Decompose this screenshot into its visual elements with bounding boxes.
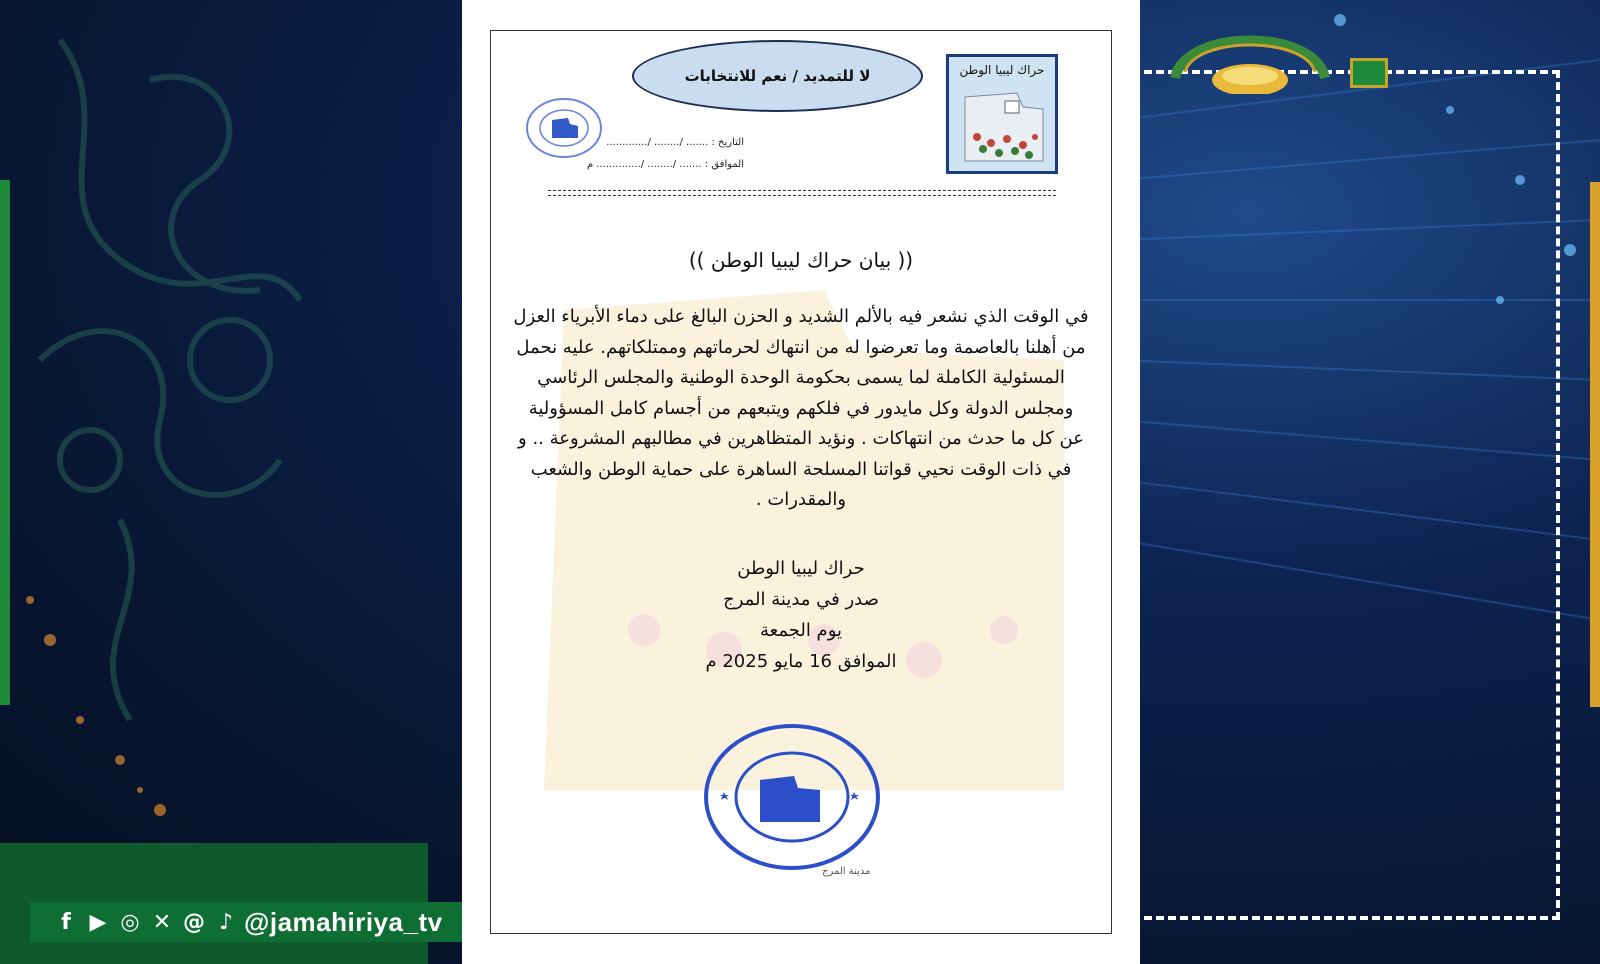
right-gold-strip (1590, 182, 1600, 707)
tiktok-icon[interactable]: ♪ (218, 909, 234, 935)
facebook-icon[interactable]: f (61, 909, 71, 935)
youtube-icon[interactable]: ▶ (89, 909, 107, 935)
body-line: والمقدرات . (755, 489, 847, 510)
date-placeholder: ....... /........ /............. (606, 137, 709, 148)
social-handle: @jamahiriya_tv (244, 906, 443, 937)
social-icons (52, 910, 240, 935)
left-decorative-pattern (0, 0, 470, 964)
left-green-strip (0, 180, 10, 705)
date-label: التاريخ : (711, 137, 744, 148)
emblem-green-box (1350, 58, 1388, 88)
body-line: من أهلنا بالعاصمة وما تعرضوا له من انتهاك لحرماتهم وممتلكاتهم. عليه نحمل (516, 336, 1086, 358)
body-line: في الوقت الذي نشعر فيه بالألم الشديد و الحزن البالغ على دماء الأبرياء العزل (513, 306, 1089, 327)
statement-title: (( بيان حراك ليبيا الوطن )) (688, 248, 914, 272)
channel-emblem-icon (1165, 8, 1335, 94)
instagram-icon[interactable]: ◎ (120, 909, 140, 935)
threads-icon[interactable]: @ (183, 909, 205, 935)
signature-line: صدر في مدينة المرج (723, 589, 879, 610)
stamp-caption: مدينة المرج (822, 866, 871, 877)
social-strip (30, 902, 508, 942)
statement-body (502, 302, 1100, 516)
document-page (462, 0, 1140, 964)
dashed-frame (1120, 70, 1560, 920)
logo-title: حراك ليبيا الوطن (959, 63, 1045, 77)
signature-block (462, 553, 1140, 677)
signature-line: حراك ليبيا الوطن (737, 558, 865, 579)
header-slogan: لا للتمديد / نعم للانتخابات (632, 40, 923, 112)
body-line: عن كل ما حدث من انتهاكات . ونؤيد المتظاهرين في مطالبهم المشروعة .. و (518, 428, 1084, 449)
corresponding-label: الموافق : (704, 159, 744, 170)
signature-line: يوم الجمعة (759, 620, 843, 641)
body-line: المسئولية الكاملة لما يسمى بحكومة الوحدة الوطنية والمجلس الرئاسي (537, 367, 1065, 388)
crowd-map-icon (957, 87, 1049, 167)
corresponding-placeholder: ....... /........ /.............. م (586, 159, 702, 170)
date-fields (534, 132, 744, 176)
x-icon[interactable]: ✕ (152, 909, 172, 935)
signature-line: الموافق 16 مايو 2025 م (705, 651, 897, 672)
official-stamp-icon (702, 722, 882, 872)
body-line: ومجلس الدولة وكل مايدور في فلكهم ويتبعهم من أجسام كامل المسؤولية (528, 397, 1074, 419)
movement-logo (946, 54, 1058, 174)
header-divider (548, 190, 1056, 196)
body-line: في ذات الوقت نحيي قواتنا المسلحة الساهرة على حماية الوطن والشعب (530, 458, 1072, 480)
